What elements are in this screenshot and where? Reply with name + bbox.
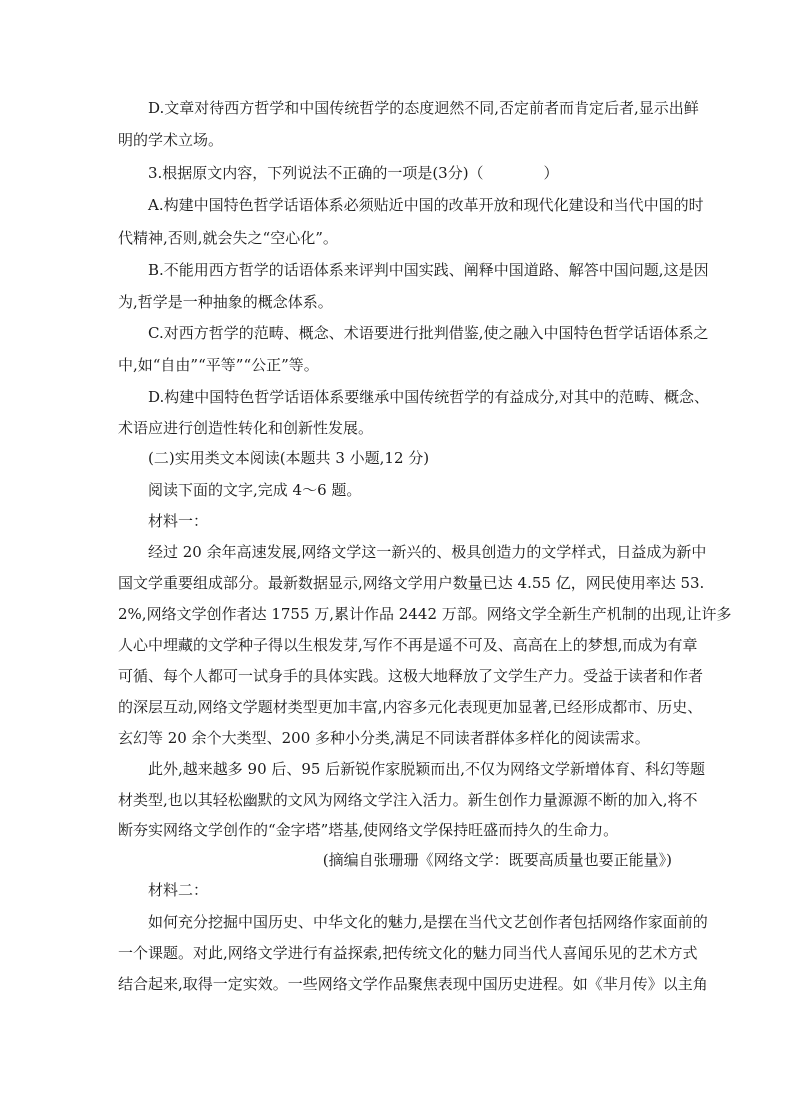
paragraph-line: 结合起来,取得一定实效。一些网络文学作品聚焦表现中国历史进程。如《芈月传》以主角 <box>118 975 708 993</box>
paragraph-line: 断夯实网络文学创作的“金字塔”塔基,使网络文学保持旺盛而持久的生命力。 <box>118 821 619 839</box>
paragraph-line: 经过 20 余年高速发展,网络文学这一新兴的、极具创造力的文学样式，日益成为新中 <box>148 543 707 561</box>
instruction-line: 阅读下面的文字,完成 4～6 题。 <box>148 481 362 499</box>
paragraph-line: 可循、每个人都可一试身手的具体实践。这极大地释放了文学生产力。受益于读者和作者 <box>118 667 704 685</box>
option-line: D.构建中国特色哲学话语体系要继承中国传统哲学的有益成分,对其中的范畴、概念、 <box>148 388 710 406</box>
option-line: 术语应进行创造性转化和创新性发展。 <box>118 419 374 437</box>
option-line: C.对西方哲学的范畴、概念、术语要进行批判借鉴,使之融入中国特色哲学话语体系之 <box>148 324 709 342</box>
source-citation: (摘编自张珊珊《网络文学：既要高质量也要正能量》) <box>322 851 672 869</box>
paragraph-line: D.文章对待西方哲学和中国传统哲学的态度迥然不同,否定前者而肯定后者,显示出鲜 <box>148 99 699 117</box>
paragraph-line: 人心中埋藏的文学种子得以生根发芽,写作不再是遥不可及、高高在上的梦想,而成为有章 <box>118 636 698 654</box>
paragraph-line: 国文学重要组成部分。最新数据显示,网络文学用户数量已达 4.55 亿，网民使用率达 53. <box>118 574 705 592</box>
option-line: 中,如“自由”“平等”“公正”等。 <box>118 356 319 374</box>
paragraph-line: 如何充分挖掘中国历史、中华文化的魅力,是摆在当代文艺创作者包括网络作家面前的 <box>148 913 708 931</box>
option-line: 代精神,否则,就会失之“空心化”。 <box>118 229 338 247</box>
paragraph-line: 2%,网络文学创作者达 1755 万,累计作品 2442 万部。网络文学全新生产机制的出现,让许多 <box>118 605 732 623</box>
paragraph-line: 玄幻等 20 余个大类型、200 多种小分类,满足不同读者群体多样化的阅读需求。 <box>118 729 650 747</box>
paragraph-line: 的深层互动,网络文学题材类型更加丰富,内容多元化表现更加显著,已经形成都市、历史、 <box>118 698 703 716</box>
paragraph-line: 材类型,也以其轻松幽默的文风为网络文学注入活力。新生创作力量源源不断的加入,将不 <box>118 791 698 809</box>
option-line: A.构建中国特色哲学话语体系必须贴近中国的改革开放和现代化建设和当代中国的时 <box>148 196 704 214</box>
paragraph-line: 一个课题。对此,网络文学进行有益探索,把传统文化的魅力同当代人喜闻乐见的艺术方式 <box>118 944 698 962</box>
material-heading: 材料一： <box>148 512 209 530</box>
option-line: B.不能用西方哲学的话语体系来评判中国实践、阐释中国道路、解答中国问题,这是因 <box>148 261 709 279</box>
option-line: 为,哲学是一种抽象的概念体系。 <box>118 293 333 311</box>
paragraph-line: 明的学术立场。 <box>118 131 224 149</box>
paragraph-line: 此外,越来越多 90 后、95 后新锐作家脱颖而出,不仅为网络文学新增体育、科幻等题 <box>148 760 706 778</box>
question-line: 3.根据原文内容，下列说法不正确的一项是(3分)（ ） <box>148 164 559 182</box>
section-heading: (二)实用类文本阅读(本题共 3 小题,12 分) <box>148 449 430 467</box>
material-heading: 材料二： <box>148 881 209 899</box>
